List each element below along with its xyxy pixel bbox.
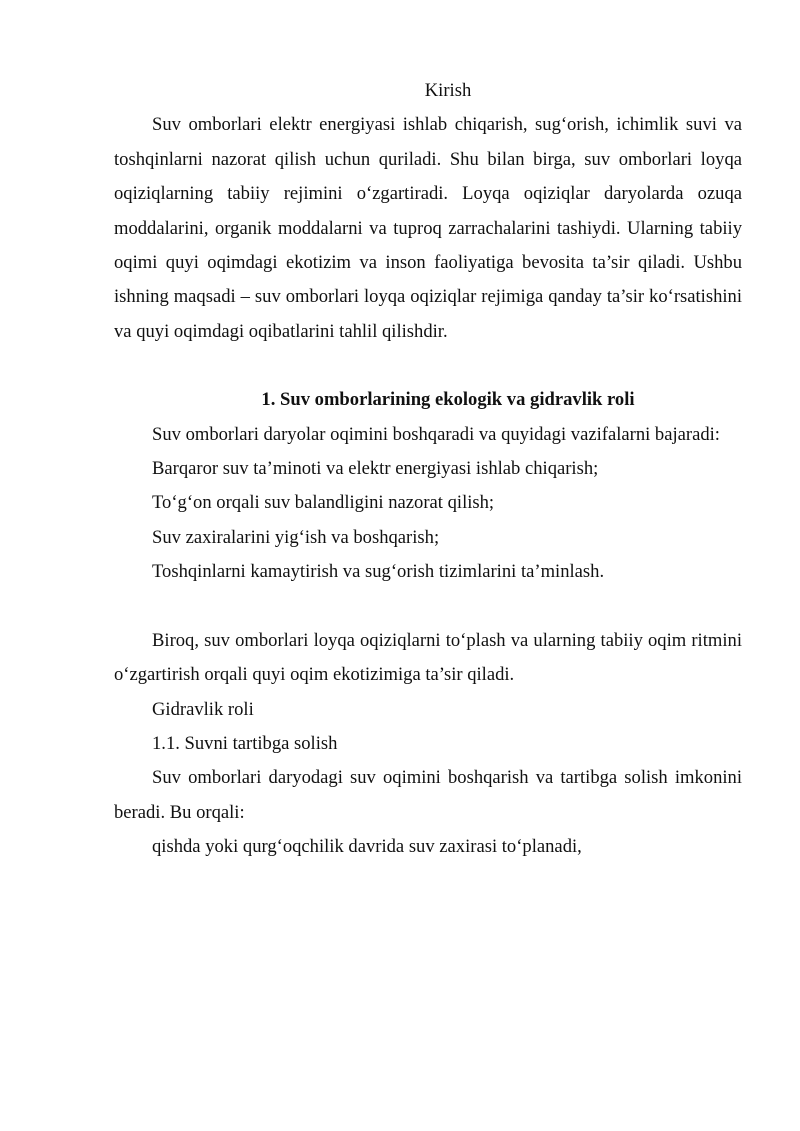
list-item: To‘g‘on orqali suv balandligini nazorat qilish; bbox=[152, 492, 495, 514]
section-intro-paragraph: Suv omborlari daryolar oqimini boshqaradi va quyidagi vazifalarni bajaradi: bbox=[152, 423, 720, 445]
subheading: Gidravlik roli bbox=[152, 698, 254, 720]
list-item: Barqaror suv ta’minoti va elektr energiyasi ishlab chiqarish; bbox=[152, 458, 599, 480]
document-title: Kirish bbox=[424, 80, 472, 101]
document-page bbox=[114, 74, 742, 865]
subsection-paragraph: Suv omborlari daryodagi suv oqimini boshqarish va tartibga solish imkonini beradi. Bu orqali: bbox=[114, 767, 742, 823]
list-item: Toshqinlarni kamaytirish va sug‘orish tizimlarini ta’minlash. bbox=[152, 561, 605, 583]
section-paragraph: Biroq, suv omborlari loyqa oqiziqlarni to‘plash va ularning tabiiy oqim ritmini o‘zgartirish orqali quyi oqim ekotizimiga ta’sir qiladi. bbox=[114, 629, 742, 686]
spacer bbox=[114, 349, 742, 383]
last-line: qishda yoki qurg‘oqchilik davrida suv zaxirasi to‘planadi, bbox=[152, 836, 582, 858]
section-heading: 1. Suv omborlarining ekologik va gidravlik roli bbox=[261, 389, 635, 411]
list-item: Suv zaxiralarini yig‘ish va boshqarish; bbox=[152, 526, 440, 548]
subsection-title: 1.1. Suvni tartibga solish bbox=[152, 732, 338, 754]
spacer bbox=[114, 590, 742, 624]
intro-paragraph: Suv omborlari elektr energiyasi ishlab chiqarish, sug‘orish, ichimlik suvi va toshqinlarni nazorat qilish uchun quriladi. Shu bilan birga, suv omborlari loyqa oqiziqlarning tabiiy rejimini o‘zgartiradi. Loyqa oqiziqlar daryolarda ozuqa moddalarini, organik moddalarni va tuproq zarrachalarini tashiydi. Ularning tabiiy oqimi quyi oqimdagi ekotizim va inson faoliyatiga bevosita ta’sir qiladi. Ushbu ishning maqsadi – suv omborlari loyqa oqiziqlar rejimiga qanday ta’sir ko‘rsatishini va quyi oqimdagi oqibatlarini tahlil qilishdir. bbox=[114, 114, 742, 342]
